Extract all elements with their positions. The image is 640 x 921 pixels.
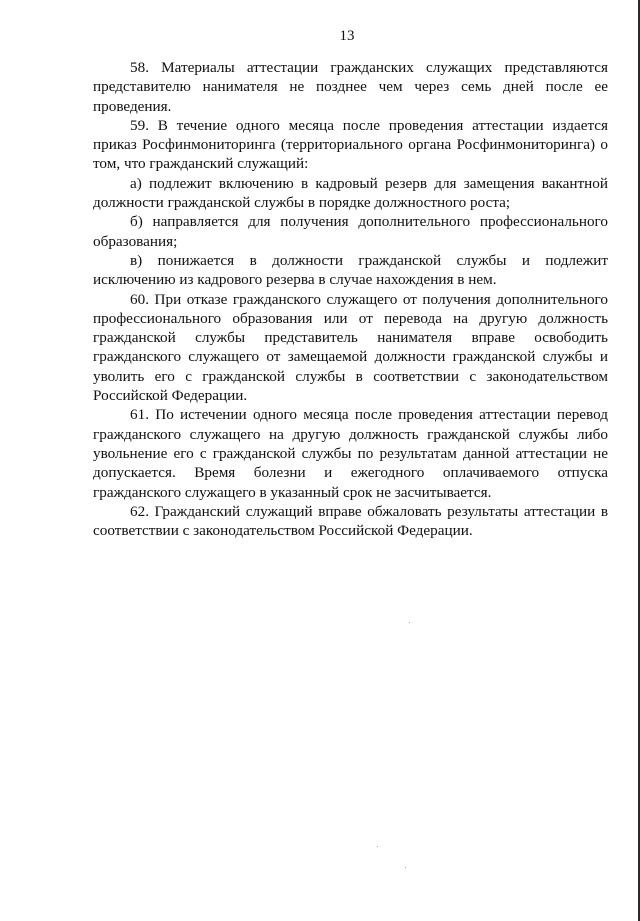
page-number: 13	[339, 28, 355, 44]
paragraph-61: 61. По истечении одного месяца после проведения аттестации перевод гражданского служащего на другую должность гражданской службы либо увольнение его с гражданской службы по результатам данной аттестации не допускается. Время болезни и ежегодного оплачиваемого отпуска гражданского служащего в указанный срок не засчитывается.	[93, 406, 608, 501]
paragraph-60: 60. При отказе гражданского служащего от получения дополнительного профессионального образования или от перевода на другую должность гражданской службы представитель нанимателя вправе освободить гражданского служащего от замещаемой должности гражданской службы и уволить его с гражданской службы в соответствии с законодательством Российской Федерации.	[93, 290, 608, 405]
paragraph-62: 62. Гражданский служащий вправе обжаловать результаты аттестации в соответствии с законодательством Российской Федерации.	[93, 502, 608, 540]
paragraph-59-v: в) понижается в должности гражданской службы и подлежит исключению из кадрового резерва в случае нахождения в нем.	[93, 251, 608, 289]
scan-speck	[377, 846, 378, 847]
paragraph-59: 59. В течение одного месяца после проведения аттестации издается приказ Росфинмониторинга (территориального органа Росфинмониторинга) о том, что гражданский служащий:	[93, 116, 608, 173]
paragraph-59-a: а) подлежит включению в кадровый резерв для замещения вакантной должности гражданской службы в порядке должностного роста;	[93, 174, 608, 212]
document-body	[93, 58, 608, 540]
scan-speck	[405, 867, 406, 868]
paragraph-59-b: б) направляется для получения дополнительного профессионального образования;	[93, 213, 608, 250]
scan-speck	[409, 622, 410, 623]
paragraph-58: 58. Материалы аттестации гражданских служащих представляются представителю нанимателя не позднее чем через семь дней после ее проведения.	[93, 59, 608, 115]
